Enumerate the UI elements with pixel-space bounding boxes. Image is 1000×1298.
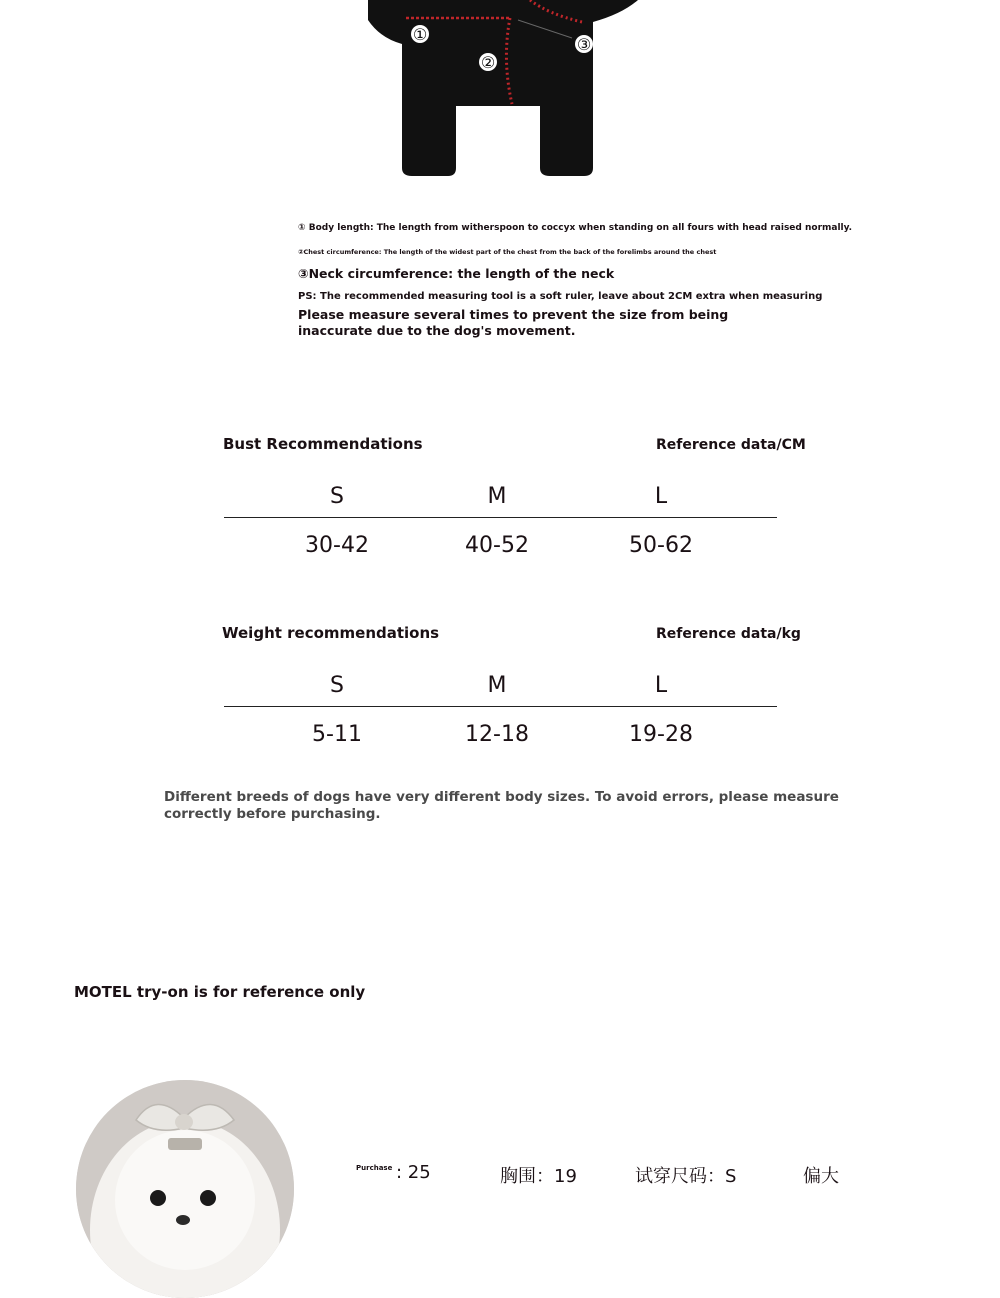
note-advice: Please measure several times to prevent the size from being inaccurate due to the dog's movement. bbox=[298, 307, 729, 338]
weight-reference: Reference data/kg bbox=[656, 626, 801, 642]
bust-title: Bust Recommendations bbox=[223, 435, 423, 453]
weight-value-l: 19-28 bbox=[629, 722, 693, 747]
marker-2: ② bbox=[480, 53, 496, 72]
weight-value-m: 12-18 bbox=[465, 722, 529, 747]
info-purchase-value: : 25 bbox=[396, 1162, 431, 1183]
bust-divider bbox=[224, 517, 777, 518]
right-eye bbox=[200, 1190, 216, 1206]
dog-photo-illustration bbox=[76, 1080, 294, 1298]
dog-measurement-diagram bbox=[360, 0, 650, 180]
note-ps: PS: The recommended measuring tool is a soft ruler, leave about 2CM extra when measuring bbox=[298, 291, 823, 302]
bow-knot bbox=[175, 1114, 193, 1130]
hair-clip bbox=[168, 1138, 202, 1150]
dog-silhouette bbox=[368, 0, 638, 176]
weight-size-l: L bbox=[654, 673, 668, 698]
bust-size-s: S bbox=[330, 484, 344, 509]
dog-photo bbox=[76, 1080, 294, 1298]
purchase-label: Purchase bbox=[356, 1164, 393, 1172]
weight-title: Weight recommendations bbox=[222, 624, 440, 642]
motel-title: MOTEL try-on is for reference only bbox=[74, 983, 366, 1001]
bust-value-s: 30-42 bbox=[305, 533, 369, 558]
info-fit: 偏大 bbox=[803, 1166, 839, 1187]
weight-size-m: M bbox=[487, 673, 507, 698]
note-neck: ③Neck circumference: the length of the neck bbox=[298, 266, 615, 281]
info-chest: 胸围：19 bbox=[500, 1166, 577, 1187]
weight-size-s: S bbox=[330, 673, 344, 698]
bust-size-l: L bbox=[654, 484, 668, 509]
marker-3: ③ bbox=[576, 35, 592, 54]
info-trial-size: 试穿尺码：S bbox=[635, 1166, 737, 1187]
bust-value-l: 50-62 bbox=[629, 533, 693, 558]
bust-size-m: M bbox=[487, 484, 507, 509]
note-body-length: ① Body length: The length from witherspoon to coccyx when standing on all fours with head raised normally. bbox=[298, 223, 853, 233]
left-eye bbox=[150, 1190, 166, 1206]
weight-divider bbox=[224, 706, 777, 707]
weight-value-s: 5-11 bbox=[312, 722, 362, 747]
bust-reference: Reference data/CM bbox=[656, 437, 806, 453]
note-chest: ②Chest circumference: The length of the widest part of the chest from the back of the forelimbs around the chest bbox=[298, 248, 717, 256]
breed-warning: Different breeds of dogs have very different body sizes. To avoid errors, please measure correctly before purchasing. bbox=[164, 789, 839, 822]
nose bbox=[176, 1215, 190, 1225]
bust-value-m: 40-52 bbox=[465, 533, 529, 558]
marker-1: ① bbox=[412, 25, 428, 44]
